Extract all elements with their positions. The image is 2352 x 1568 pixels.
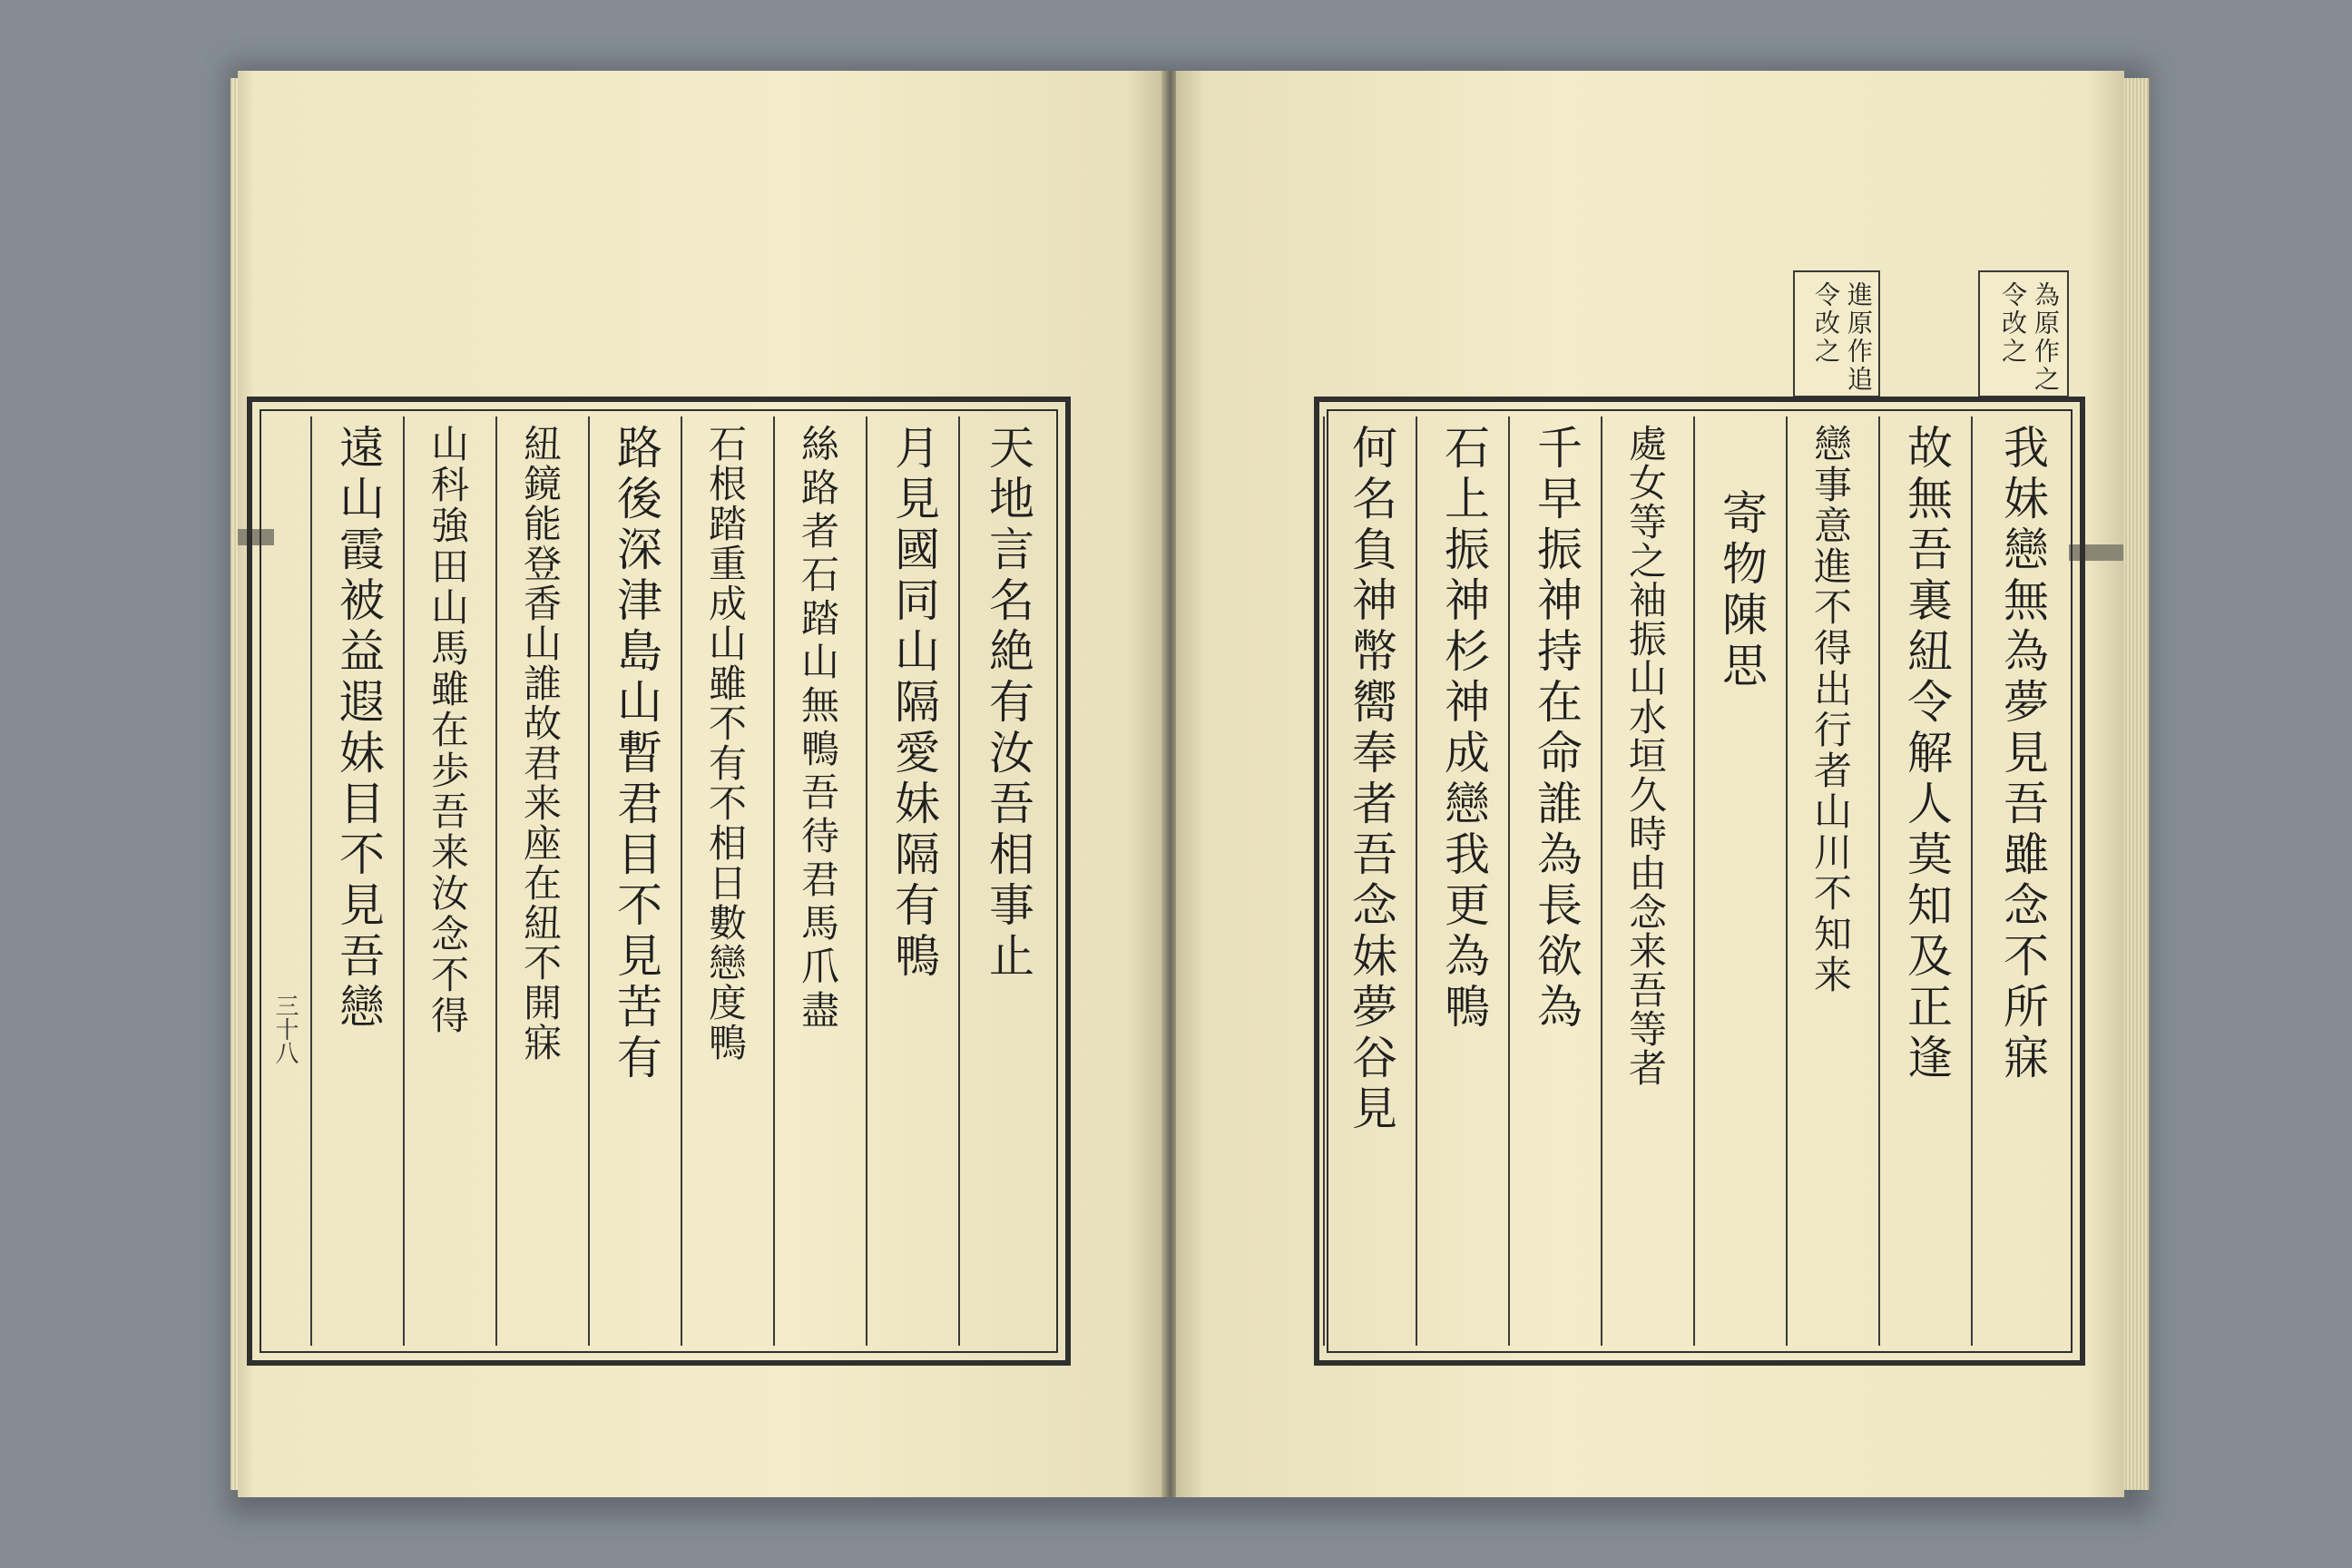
- column-text: 戀事意進不得出行者山川不知来: [1808, 424, 1853, 995]
- note-line: 為原作之: [2031, 281, 2061, 394]
- note-line: 令改之: [1998, 281, 2028, 366]
- left-column-3: [773, 416, 866, 1346]
- left-column-6: [495, 416, 588, 1346]
- left-column-4: [681, 416, 773, 1346]
- column-text: 處女等之袖振山水垣久時由念来吾等者: [1623, 424, 1668, 1087]
- page-number: 三十八: [271, 994, 299, 1064]
- right-column-7: [1416, 416, 1508, 1346]
- column-text: 石根踏重成山雖不有不相日數戀度鴨: [703, 424, 748, 1063]
- left-column-7: [403, 416, 495, 1346]
- right-column-3: [1786, 416, 1878, 1346]
- column-text: 石上振神杉神成戀我更為鴨: [1437, 424, 1490, 1034]
- left-column-8: [310, 416, 403, 1346]
- right-column-4: [1693, 416, 1786, 1346]
- right-text-frame: [1314, 397, 2085, 1366]
- column-text: 故無吾裏紐令解人莫知及正逢: [1900, 424, 1953, 1084]
- marginal-note-1: [1978, 270, 2069, 397]
- right-column-6: [1508, 416, 1601, 1346]
- column-text: 路後深津島山暫君目不見苦有: [610, 424, 662, 1084]
- right-column-8: [1323, 416, 1416, 1346]
- left-column-5: [588, 416, 681, 1346]
- right-column-1: [1971, 416, 2074, 1346]
- column-text: 千早振神持在命誰為長欲為: [1530, 424, 1583, 1034]
- marginal-note-2: [1793, 270, 1880, 397]
- left-text-frame: [247, 397, 1071, 1366]
- note-line: 進原作追: [1844, 281, 1874, 394]
- column-text: 山科強田山馬雖在歩吾来汝念不得: [426, 424, 470, 1036]
- note-line: 令改之: [1811, 281, 1841, 366]
- left-column-1: [958, 416, 1058, 1346]
- column-text: 紐鏡能登香山誰故君来座在紐不開寐: [518, 424, 563, 1063]
- section-heading: 寄物陳思: [1715, 489, 1768, 692]
- right-column-2: [1878, 416, 1971, 1346]
- right-page-edge: [2122, 78, 2151, 1490]
- right-column-5: [1601, 416, 1693, 1346]
- column-text: 遠山霞被益遐妹目不見吾戀: [332, 424, 385, 1034]
- column-text: 絲路者石踏山無鴨吾待君馬爪盡: [796, 424, 840, 1034]
- left-column-2: [866, 416, 958, 1346]
- column-text: 何名負神幣嚮奉者吾念妹夢谷見: [1345, 424, 1397, 1135]
- column-text: 我妹戀無為夢見吾雖念不所寐: [1996, 424, 2049, 1084]
- column-text: 月見國同山隔愛妹隔有鴨: [887, 424, 940, 983]
- column-text: 天地言名絶有汝吾相事止: [982, 424, 1034, 983]
